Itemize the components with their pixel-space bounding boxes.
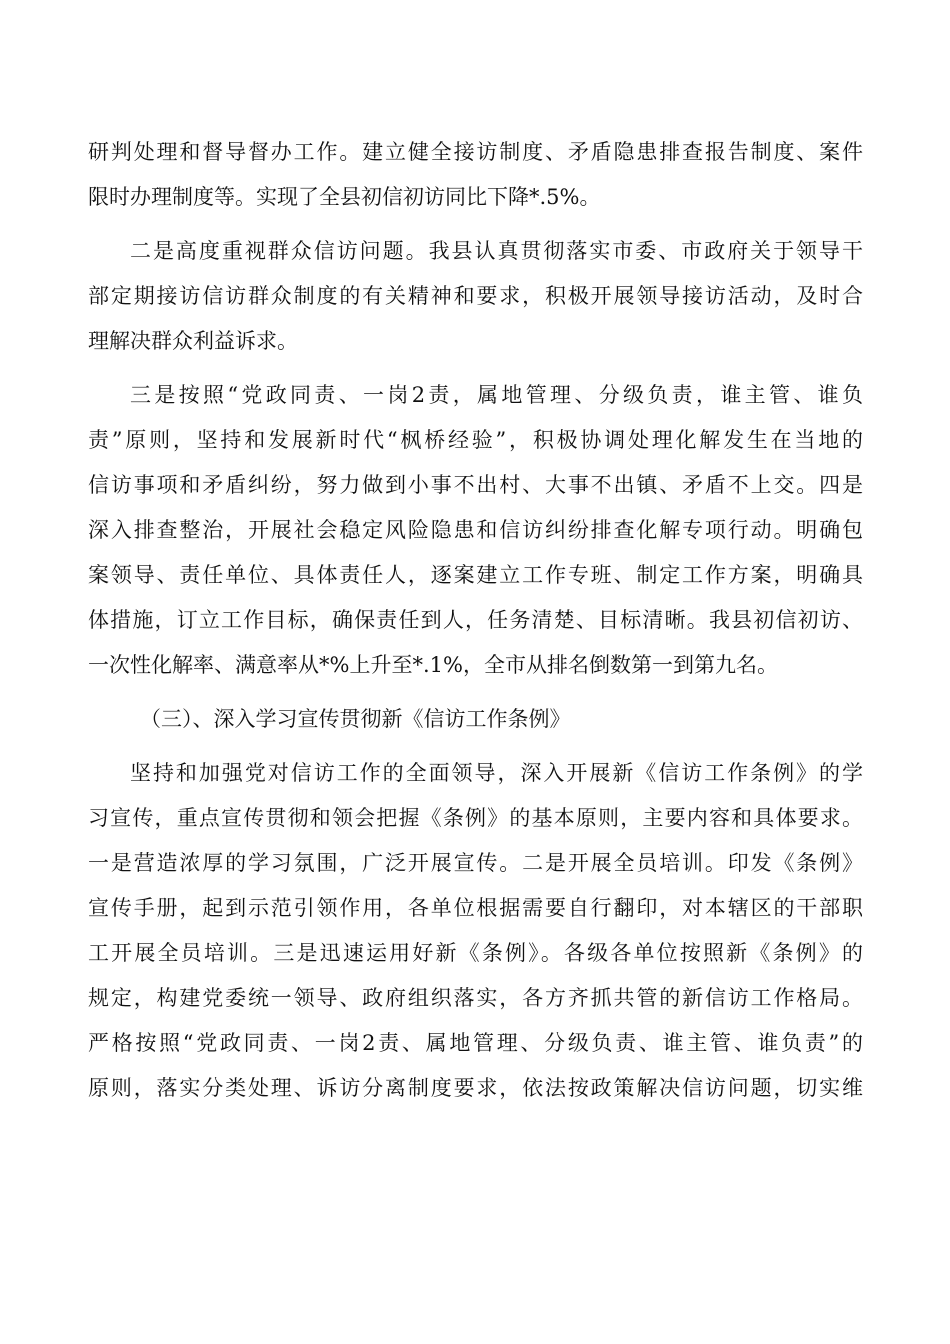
paragraph-gap — [88, 364, 863, 373]
paragraph-2 — [88, 229, 863, 364]
paragraph-line: 责”原则，坚持和发展新时代“枫桥经验”，积极协调处理化解发生在当地的 — [88, 428, 863, 452]
paragraph-1 — [88, 130, 863, 220]
paragraph-line: 一是营造浓厚的学习氛围，广泛开展宣传。二是开展全员培训。印发《条例》 — [88, 851, 863, 875]
paragraph-line: 二是高度重视群众信访问题。我县认真贯彻落实市委、市政府关于领导干 — [130, 239, 863, 263]
paragraph-line: 一次性化解率、满意率从*%上升至*.1%，全市从排名倒数第一到第九名。 — [88, 653, 778, 677]
paragraph-line: 习宣传，重点宣传贯彻和领会把握《条例》的基本原则，主要内容和具体要求。 — [88, 806, 863, 830]
paragraph-gap — [88, 220, 863, 229]
paragraph-line: 工开展全员培训。三是迅速运用好新《条例》。各级各单位按照新《条例》的 — [88, 941, 863, 965]
paragraph-line: 三是按照“党政同责、一岗2责，属地管理、分级负责，谁主管、谁负 — [130, 383, 863, 407]
paragraph-line: 研判处理和督导督办工作。建立健全接访制度、矛盾隐患排查报告制度、案件 — [88, 140, 863, 164]
paragraph-4 — [88, 751, 863, 1111]
paragraph-line: 规定，构建党委统一领导、政府组织落实，各方齐抓共管的新信访工作格局。 — [88, 986, 863, 1010]
section-heading-text: （三）、深入学习宣传贯彻新《信访工作条例》 — [140, 707, 571, 731]
paragraph-line: 原则，落实分类处理、诉访分离制度要求，依法按政策解决信访问题，切实维 — [88, 1076, 863, 1100]
paragraph-line: 体措施，订立工作目标，确保责任到人，任务清楚、目标清晰。我县初信初访、 — [88, 608, 863, 632]
paragraph-3 — [88, 373, 863, 688]
paragraph-line: 深入排查整治，开展社会稳定风险隐患和信访纠纷排查化解专项行动。明确包 — [88, 518, 863, 542]
paragraph-gap — [88, 742, 863, 751]
document-body — [88, 130, 863, 1111]
paragraph-line: 坚持和加强党对信访工作的全面领导，深入开展新《信访工作条例》的学 — [130, 761, 863, 785]
paragraph-line: 限时办理制度等。实现了全县初信初访同比下降*.5%。 — [88, 185, 601, 209]
paragraph-line: 严格按照“党政同责、一岗2责、属地管理、分级负责、谁主管、谁负责”的 — [88, 1031, 863, 1055]
paragraph-line: 案领导、责任单位、具体责任人，逐案建立工作专班、制定工作方案，明确具 — [88, 563, 863, 587]
paragraph-line: 理解决群众利益诉求。 — [88, 329, 298, 353]
paragraph-line: 信访事项和矛盾纠纷，努力做到小事不出村、大事不出镇、矛盾不上交。四是 — [88, 473, 863, 497]
paragraph-line: 部定期接访信访群众制度的有关精神和要求，积极开展领导接访活动，及时合 — [88, 284, 863, 308]
paragraph-line: 宣传手册，起到示范引领作用，各单位根据需要自行翻印，对本辖区的干部职 — [88, 896, 863, 920]
paragraph-gap — [88, 688, 863, 697]
section-heading — [88, 697, 863, 742]
